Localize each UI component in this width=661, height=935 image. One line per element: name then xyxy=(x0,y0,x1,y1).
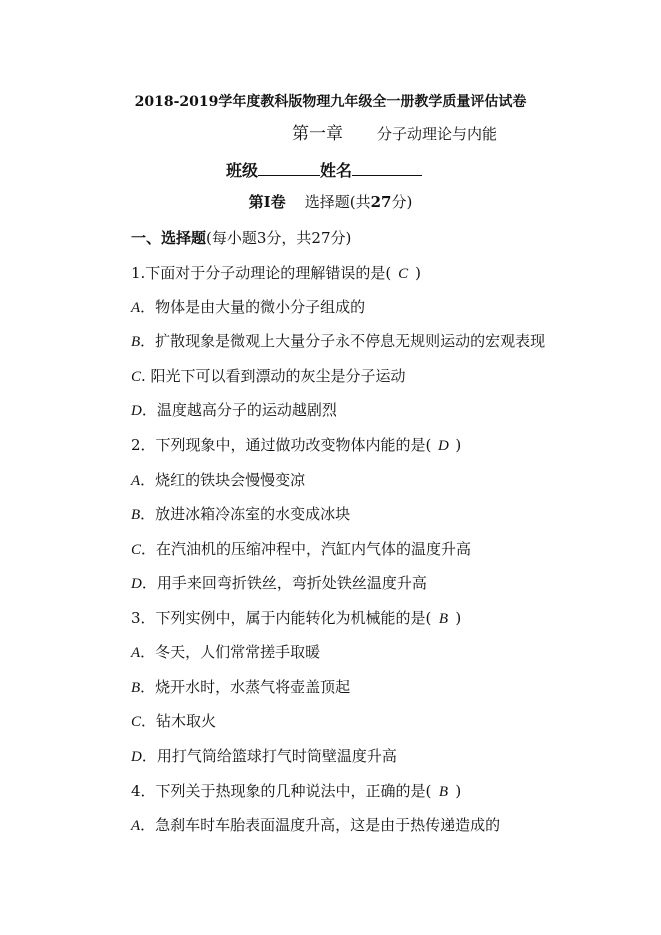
name-blank xyxy=(352,158,422,176)
section-heading xyxy=(0,192,661,212)
option xyxy=(131,297,365,318)
question-1 xyxy=(131,263,421,284)
option xyxy=(131,400,337,421)
name-label: 姓名 xyxy=(320,161,353,180)
part-note: (每小题3分，共27分) xyxy=(206,229,352,247)
option-letter: D xyxy=(131,403,142,419)
option-text: ．扩散现象是微观上大量分子永不停息无规则运动的宏观表现 xyxy=(140,332,546,350)
part-label: 一、选择题 xyxy=(131,229,207,247)
answer-mark: D xyxy=(437,438,449,454)
question-stem: 3．下列实例中，属于内能转化为机械能的是( xyxy=(131,609,432,627)
option-letter: A xyxy=(131,818,141,834)
chapter-topic: 分子动理论与内能 xyxy=(377,125,498,143)
option-letter: A xyxy=(131,300,141,316)
option-text: ．用手来回弯折铁丝，弯折处铁丝温度升高 xyxy=(141,574,427,592)
option xyxy=(131,470,305,491)
answer-mark: C xyxy=(398,266,409,282)
option-letter: B xyxy=(131,507,141,523)
option-letter: C xyxy=(131,542,142,558)
option-letter: D xyxy=(131,576,142,592)
question-stem: 4．下列关于热现象的几种说法中，正确的是( xyxy=(131,782,432,800)
option xyxy=(131,331,545,352)
option xyxy=(131,504,350,525)
option xyxy=(131,539,471,560)
option xyxy=(131,711,216,732)
part-heading xyxy=(131,228,351,248)
section-part: 第Ⅰ卷 xyxy=(248,193,286,211)
question-4 xyxy=(131,781,461,802)
option-text: ．放进冰箱冷冻室的水变成冰块 xyxy=(140,505,351,523)
option-letter: B xyxy=(131,680,141,696)
option-text: ．钻木取火 xyxy=(141,712,217,730)
question-close: ) xyxy=(455,782,462,800)
option-text: ．用打气筒给篮球打气时筒壁温度升高 xyxy=(141,747,397,765)
option-text: ．烧开水时，水蒸气将壶盖顶起 xyxy=(140,678,351,696)
option-letter: A xyxy=(131,645,141,661)
option xyxy=(131,746,397,767)
option-letter: B xyxy=(131,334,141,350)
option-text: ．在汽油机的压缩冲程中，汽缸内气体的温度升高 xyxy=(141,540,472,558)
option-text: ．温度越高分子的运动越剧烈 xyxy=(141,401,337,419)
question-close: ) xyxy=(415,264,422,282)
option-letter: C xyxy=(131,714,142,730)
question-close: ) xyxy=(455,609,462,627)
option-text: . 阳光下可以看到漂动的灰尘是分子运动 xyxy=(141,367,406,385)
option-letter: A xyxy=(131,473,141,489)
option-text: ．烧红的铁块会慢慢变凉 xyxy=(140,471,306,489)
section-title: 选择题(共 xyxy=(304,193,371,211)
exam-title: 2018-2019学年度教科版物理九年级全一册教学质量评估试卷 xyxy=(134,94,527,110)
option xyxy=(131,677,350,698)
option xyxy=(131,642,320,663)
class-blank xyxy=(258,158,320,176)
option xyxy=(131,366,406,387)
question-2 xyxy=(131,435,461,456)
option-letter: C xyxy=(131,369,142,385)
section-points: 27 xyxy=(370,193,392,211)
chapter-number: 第一章 xyxy=(292,124,343,144)
student-info-row xyxy=(226,158,422,181)
option-letter: D xyxy=(131,749,142,765)
question-stem: 2．下列现象中，通过做功改变物体内能的是( xyxy=(131,436,432,454)
option xyxy=(131,815,500,836)
question-stem: 1.下面对于分子动理论的理解错误的是( xyxy=(131,264,392,282)
option-text: ．急刹车时车胎表面温度升高，这是由于热传递造成的 xyxy=(140,816,501,834)
class-label: 班级 xyxy=(226,161,259,180)
option-text: ．冬天，人们常常搓手取暖 xyxy=(140,643,321,661)
section-suffix: 分) xyxy=(391,193,413,211)
option xyxy=(131,573,427,594)
question-close: ) xyxy=(455,436,462,454)
chapter-heading xyxy=(292,124,497,144)
answer-mark: B xyxy=(438,611,448,627)
option-text: ．物体是由大量的微小分子组成的 xyxy=(140,298,366,316)
answer-mark: B xyxy=(438,784,448,800)
question-3 xyxy=(131,608,461,629)
